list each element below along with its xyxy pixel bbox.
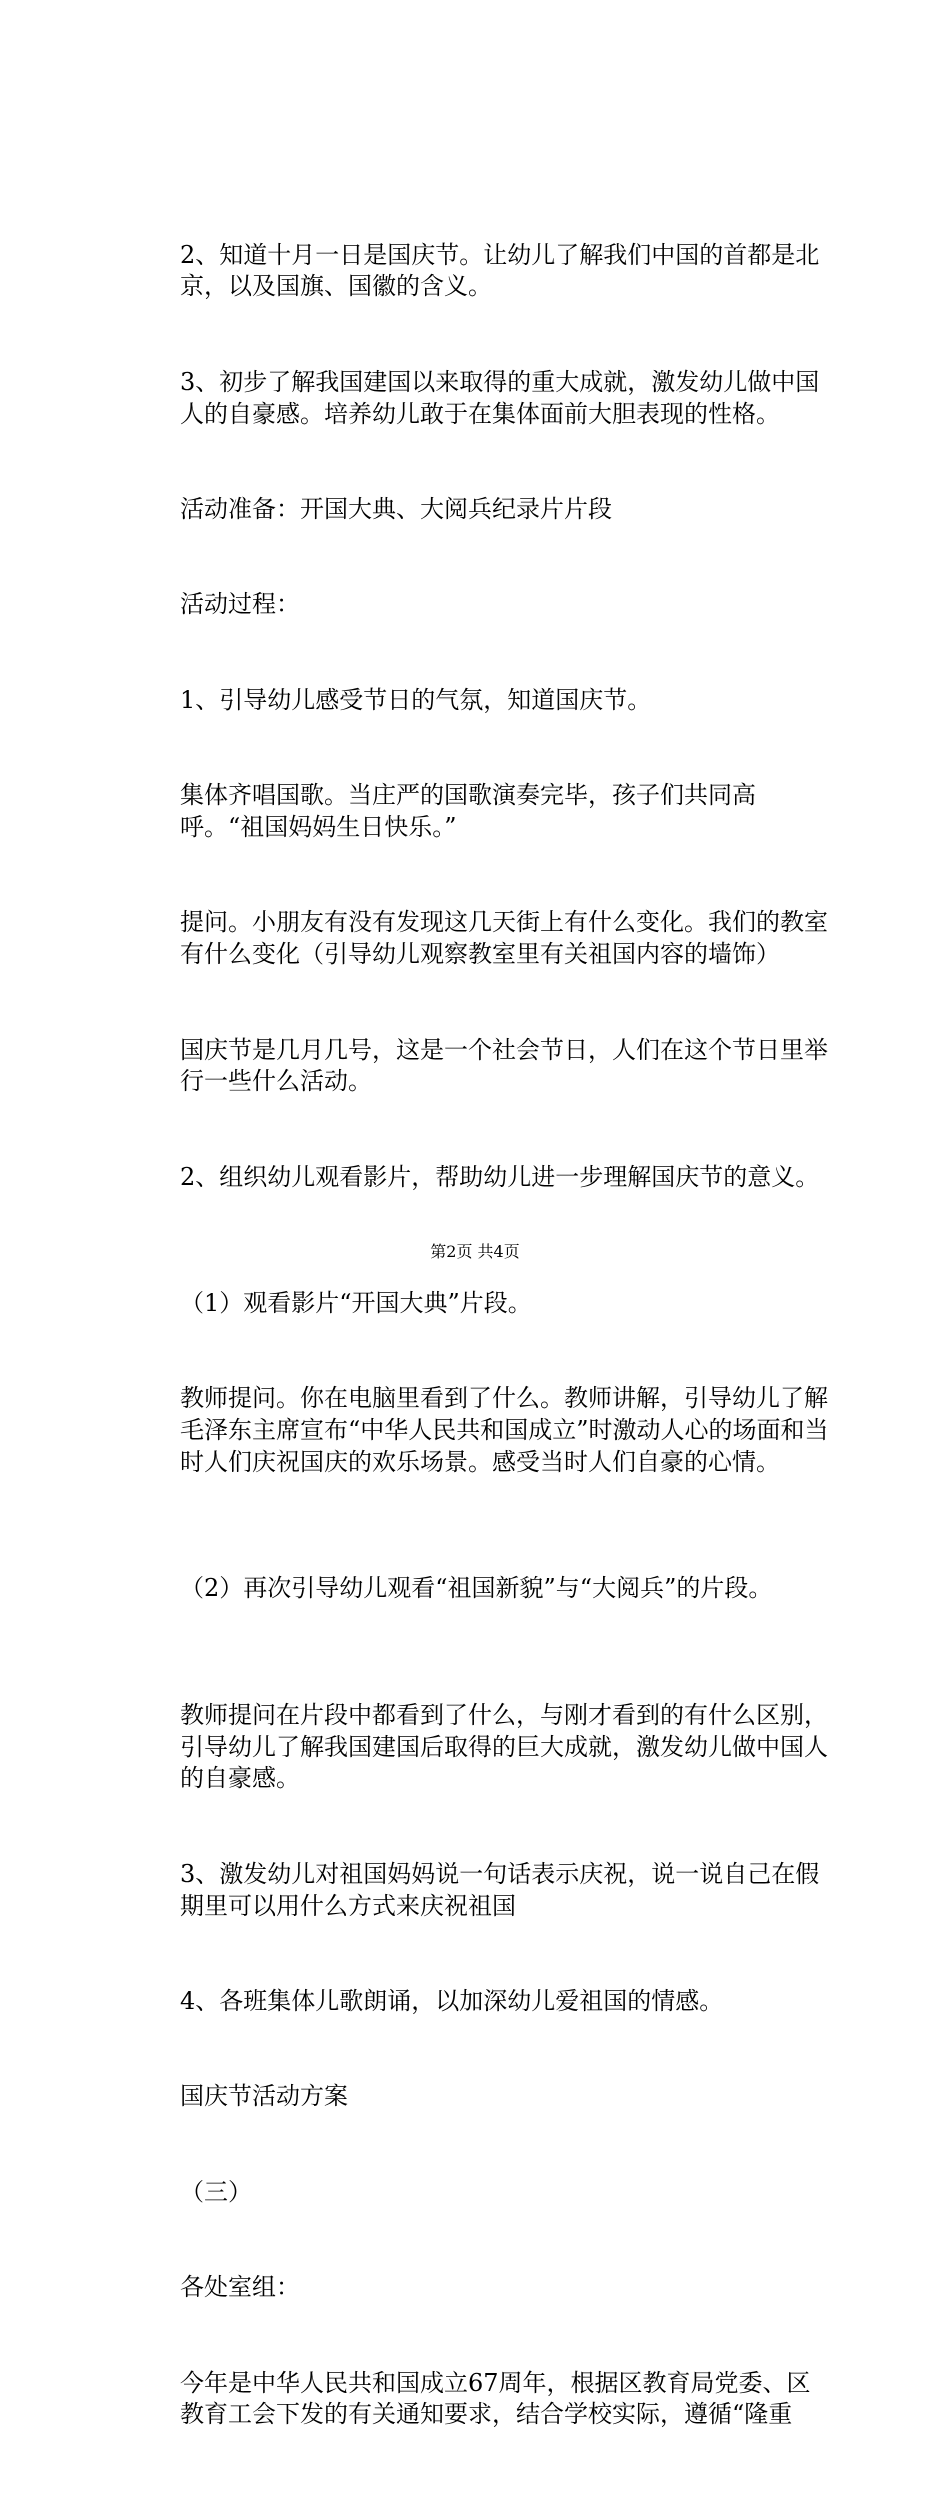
paragraph: （2）再次引导幼儿观看“祖国新貌”与“大阅兵”的片段。 (180, 1574, 773, 1603)
paragraph: 2、知道十月一日是国庆节。让幼儿了解我们中国的首都是北京，以及国旗、国徽的含义。 (180, 240, 820, 301)
paragraph: 活动准备：开国大典、大阅兵纪录片片段 (180, 494, 612, 523)
section-title: 国庆节活动方案 (180, 2082, 348, 2111)
paragraph: 4、各班集体儿歌朗诵，以加深幼儿爱祖国的情感。 (180, 1987, 724, 2016)
paragraph: 集体齐唱国歌。当庄严的国歌演奏完毕，孩子们共同高呼。“祖国妈妈生日快乐。” (180, 781, 756, 841)
paragraph: 提问。小朋友有没有发现这几天街上有什么变化。我们的教室有什么变化（引导幼儿观察教室里有关祖国内容的墙饰） (180, 908, 828, 969)
paragraph: 3、初步了解我国建国以来取得的重大成就，激发幼儿做中国人的自豪感。培养幼儿敢于在集体面前大胆表现的性格。 (180, 367, 820, 428)
paragraph: （1）观看影片“开国大典”片段。 (180, 1289, 532, 1318)
paragraph: 教师提问。你在电脑里看到了什么。教师讲解，引导幼儿了解毛泽东主席宣布“中华人民共和国成立”时激动人心的场面和当时人们庆祝国庆的欢乐场景。感受当时人们自豪的心情。 (180, 1384, 829, 1477)
paragraph: 活动过程： (180, 590, 300, 619)
paragraph: 今年是中华人民共和国成立67周年，根据区教育局党委、区教育工会下发的有关通知要求，结合学校实际，遵循“隆重 (180, 2368, 811, 2429)
paragraph: 3、激发幼儿对祖国妈妈说一句话表示庆祝，说一说自己在假期里可以用什么方式来庆祝祖国 (180, 1859, 820, 1920)
section-number: （三） (180, 2177, 252, 2206)
page-footer: 第2页 共4页 (430, 1242, 520, 1261)
paragraph: 1、引导幼儿感受节日的气氛，知道国庆节。 (180, 685, 652, 714)
paragraph: 2、组织幼儿观看影片，帮助幼儿进一步理解国庆节的意义。 (180, 1162, 820, 1191)
salutation: 各处室组： (180, 2273, 300, 2302)
document-body (132, 176, 832, 2495)
paragraph: 国庆节是几月几号，这是一个社会节日，人们在这个节日里举行一些什么活动。 (180, 1035, 828, 1096)
paragraph: 教师提问在片段中都看到了什么，与刚才看到的有什么区别，引导幼儿了解我国建国后取得的巨大成就，激发幼儿做中国人的自豪感。 (180, 1700, 828, 1793)
